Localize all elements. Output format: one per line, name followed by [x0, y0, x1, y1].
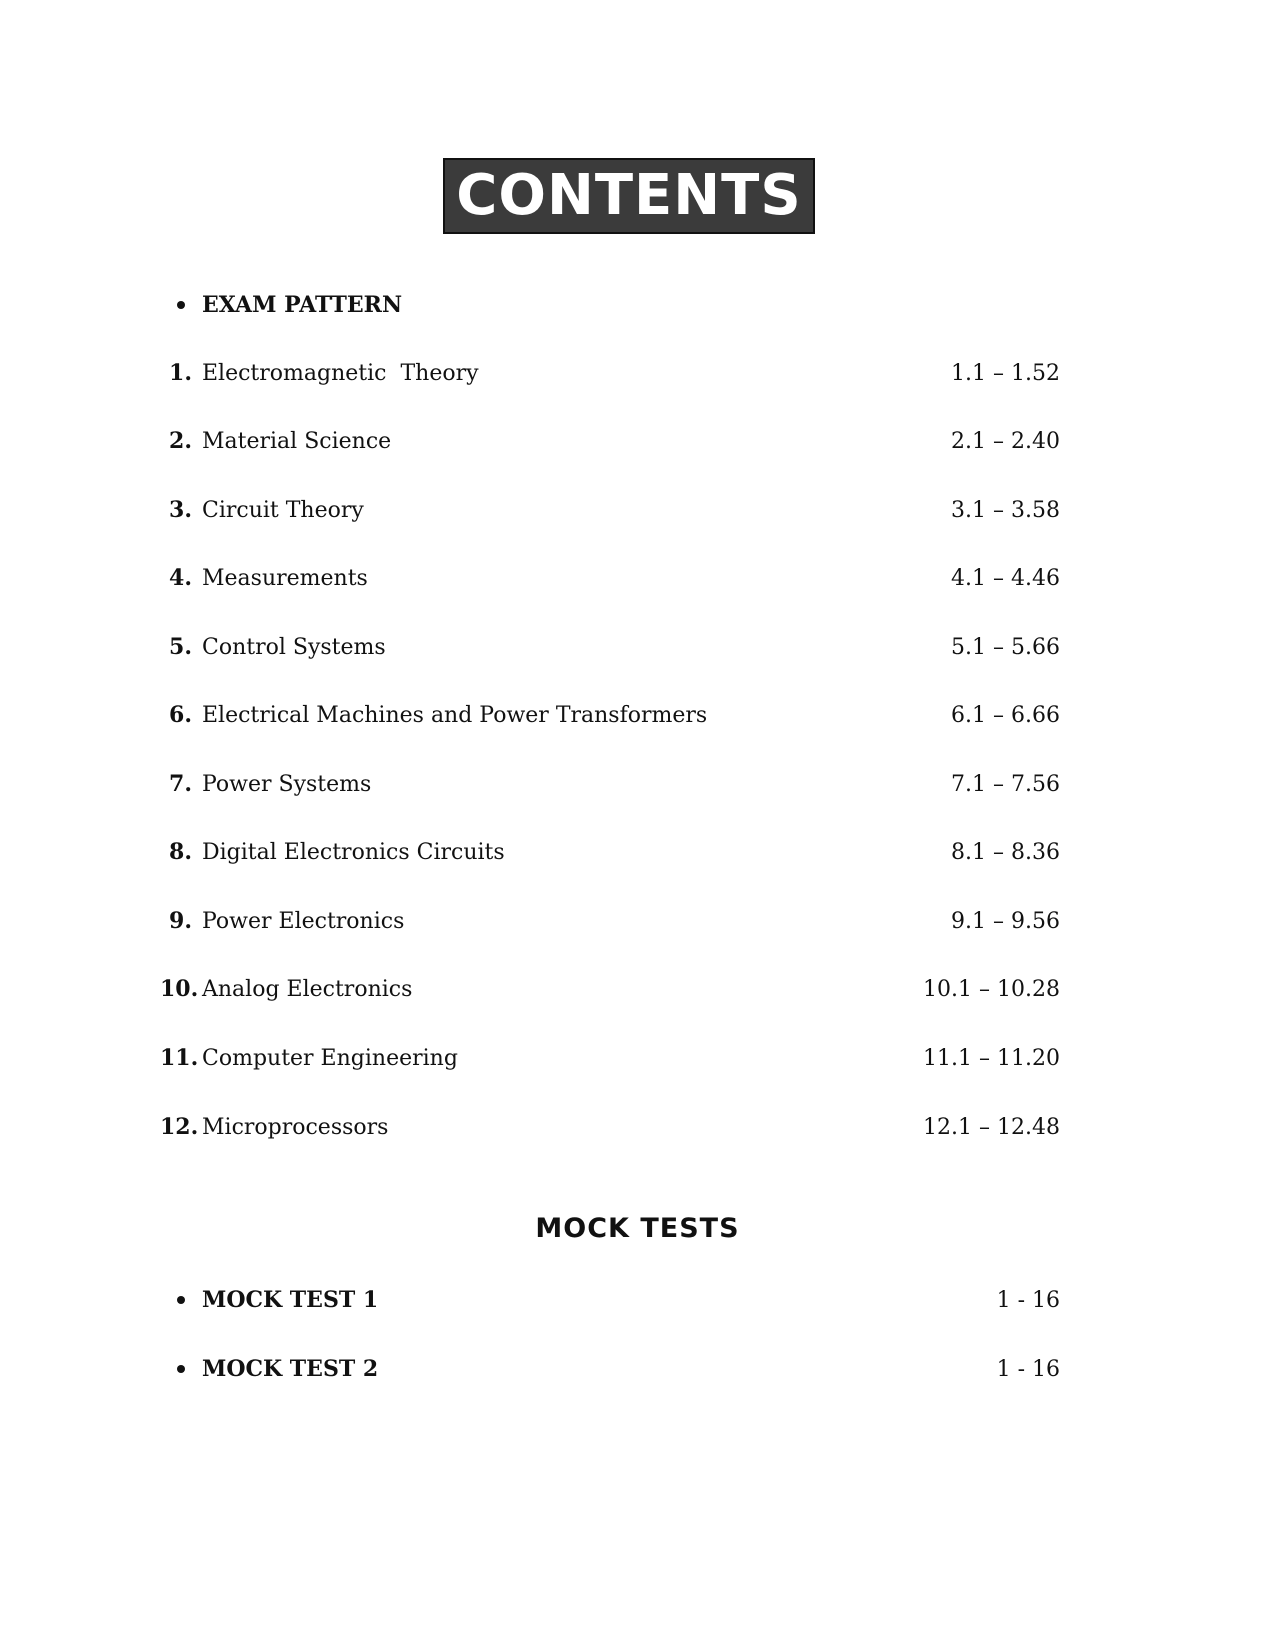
chapter-number: 4. — [169, 565, 192, 591]
toc-row — [160, 630, 1060, 664]
chapter-pages: 6.1 – 6.66 — [951, 702, 1060, 728]
mock-test-pages: 1 - 16 — [996, 1287, 1060, 1313]
chapter-pages: 12.1 – 12.48 — [923, 1114, 1060, 1140]
toc-row — [160, 904, 1060, 938]
bullet-icon — [160, 1296, 202, 1304]
chapter-number: 3. — [169, 497, 192, 523]
chapter-number: 12. — [160, 1114, 199, 1140]
chapter-pages: 1.1 – 1.52 — [951, 360, 1060, 386]
chapter-number: 11. — [160, 1045, 199, 1071]
chapter-title: Digital Electronics Circuits — [202, 839, 505, 865]
toc-row — [160, 698, 1060, 732]
chapter-number: 10. — [160, 976, 199, 1002]
chapter-title: Circuit Theory — [202, 497, 364, 523]
chapter-pages: 9.1 – 9.56 — [951, 908, 1060, 934]
toc-row — [160, 835, 1060, 869]
chapter-title: Power Electronics — [202, 908, 405, 934]
chapter-number: 5. — [169, 634, 192, 660]
chapter-title: Power Systems — [202, 771, 372, 797]
bullet-icon — [160, 301, 202, 309]
chapter-title: Measurements — [202, 565, 368, 591]
mock-test-pages: 1 - 16 — [996, 1356, 1060, 1382]
toc-row — [160, 561, 1060, 595]
toc-row — [160, 1041, 1060, 1075]
chapter-title: Microprocessors — [202, 1114, 389, 1140]
chapter-title: Electrical Machines and Power Transformers — [202, 702, 708, 728]
contents-title-box — [443, 158, 815, 234]
chapter-title: Analog Electronics — [202, 976, 413, 1002]
bullet-icon — [160, 1365, 202, 1373]
chapter-pages: 3.1 – 3.58 — [951, 497, 1060, 523]
chapter-title: Computer Engineering — [202, 1045, 458, 1071]
chapter-pages: 11.1 – 11.20 — [923, 1045, 1060, 1071]
toc-row — [160, 972, 1060, 1006]
chapter-pages: 7.1 – 7.56 — [951, 771, 1060, 797]
chapter-pages: 8.1 – 8.36 — [951, 839, 1060, 865]
chapter-pages: 2.1 – 2.40 — [951, 428, 1060, 454]
exam-pattern-row — [160, 288, 1060, 322]
toc-row — [160, 356, 1060, 390]
toc-row — [160, 493, 1060, 527]
mock-tests-heading: MOCK TESTS — [535, 1213, 740, 1244]
mock-test-title: MOCK TEST 2 — [202, 1356, 379, 1382]
mock-test-row — [160, 1283, 1060, 1317]
exam-pattern-label: EXAM PATTERN — [202, 292, 403, 318]
chapter-pages: 4.1 – 4.46 — [951, 565, 1060, 591]
mock-test-row — [160, 1352, 1060, 1386]
page-title: CONTENTS — [456, 163, 802, 228]
toc-row — [160, 424, 1060, 458]
toc-row — [160, 767, 1060, 801]
chapter-pages: 10.1 – 10.28 — [923, 976, 1060, 1002]
toc-row — [160, 1110, 1060, 1144]
chapter-title: Material Science — [202, 428, 392, 454]
chapter-number: 9. — [169, 908, 192, 934]
chapter-number: 2. — [169, 428, 192, 454]
chapter-title: Electromagnetic Theory — [202, 360, 479, 386]
chapter-number: 1. — [169, 360, 192, 386]
mock-test-title: MOCK TEST 1 — [202, 1287, 379, 1313]
chapter-number: 8. — [169, 839, 192, 865]
chapter-title: Control Systems — [202, 634, 386, 660]
chapter-number: 7. — [169, 771, 192, 797]
chapter-pages: 5.1 – 5.66 — [951, 634, 1060, 660]
chapter-number: 6. — [169, 702, 192, 728]
